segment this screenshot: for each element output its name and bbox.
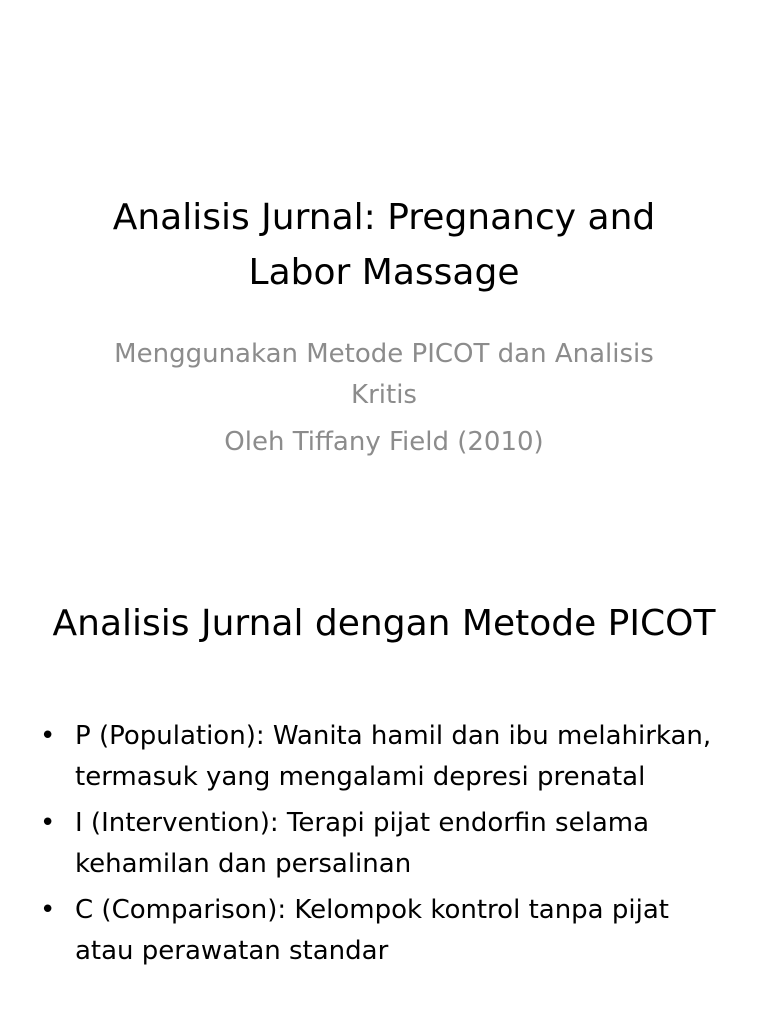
- picot-slide: [0, 576, 768, 1024]
- slide-subtitle: [110, 334, 658, 463]
- slide-title: Analisis Jurnal: Pregnancy and Labor Massage: [112, 197, 656, 293]
- slide-title: Analisis Jurnal dengan Metode PICOT: [52, 603, 716, 644]
- subtitle-method: Menggunakan Metode PICOT dan Analisis Kritis: [114, 339, 654, 410]
- bullet-icon: •: [40, 721, 56, 751]
- subtitle-author: Oleh Tiffany Field (2010): [224, 427, 544, 457]
- bullet-text: I (Intervention): Terapi pijat endorfin selama kehamilan dan persalinan: [75, 808, 650, 879]
- bullet-icon: •: [40, 808, 56, 838]
- picot-bullet-list: [40, 716, 735, 977]
- list-item: [40, 890, 735, 972]
- bullet-icon: •: [40, 895, 56, 925]
- bullet-text: P (Population): Wanita hamil dan ibu melahirkan, termasuk yang mengalami depresi prenatal: [75, 721, 712, 792]
- bullet-text: C (Comparison): Kelompok kontrol tanpa pijat atau perawatan standar: [75, 895, 669, 966]
- list-item: [40, 803, 735, 885]
- list-item: [40, 716, 735, 798]
